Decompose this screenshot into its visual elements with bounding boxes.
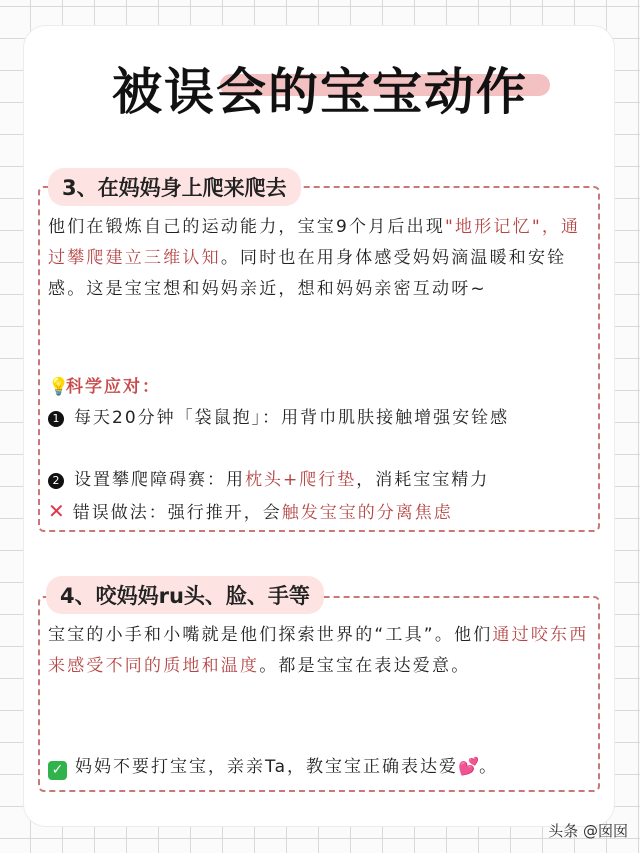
tip-2-text-end: ，消耗宝宝精力 [356,470,490,490]
wrong-highlight: 触发宝宝的分离焦虑 [281,503,453,523]
para-text: 。都是宝宝在表达爱意。 [259,656,471,676]
title-area [0,52,640,124]
para-text: 他们在锻炼自己的运动能力，宝宝9个月后出现 [48,217,446,237]
footer-watermark: 头条 @囡囡 [548,822,628,840]
advice-end: 。 [479,757,499,777]
advice-text: 妈妈不要打宝宝，亲亲Ta，教宝宝正确表达爱 [75,757,458,777]
lightbulb-icon: 💡 [48,377,72,397]
hearts-icon: 💕 [458,757,480,777]
wrong-practice [48,496,594,529]
tip-1 [48,403,594,434]
wrong-text: 错误做法：强行推开，会 [72,503,282,523]
tip-1-text: 每天20分钟「袋鼠抱」：用背巾肌肤接触增强安铨感 [74,408,510,428]
para-highlight: 通过咬东西来感受不同的质地和温度 [48,625,589,676]
para-text: 宝宝的小手和小嘴就是他们探索世界的“工具”。他们 [48,625,493,645]
tips-title-text: 科学应对： [66,377,161,397]
tip-2 [48,465,594,496]
page-title: 被误会的宝宝动作 [112,63,528,121]
section-3-heading: 3、在妈妈身上爬来爬去 [48,168,301,206]
tips-title [48,372,594,403]
advice-line [48,752,594,783]
section-4-paragraph [48,620,594,682]
number-2-icon: 2 [48,473,64,489]
check-mark-icon: ✓ [48,761,67,780]
cross-mark-icon: ✕ [48,499,65,523]
tip-2-text: 设置攀爬障碍赛：用 [74,470,245,490]
para-text: 。同时也在用身体感受妈妈滴温暖和安铨感。这是宝宝想和妈妈亲近，想和妈妈亲密互动呀~ [48,248,567,299]
number-1-icon: 1 [48,411,64,427]
section-4-heading: 4、咬妈妈ru头、脸、手等 [46,576,324,614]
tip-2-highlight: 枕头+爬行垫 [245,470,357,490]
para-highlight: "地形记忆"，通过攀爬建立三维认知 [48,217,581,268]
section-3-paragraph [48,212,594,305]
